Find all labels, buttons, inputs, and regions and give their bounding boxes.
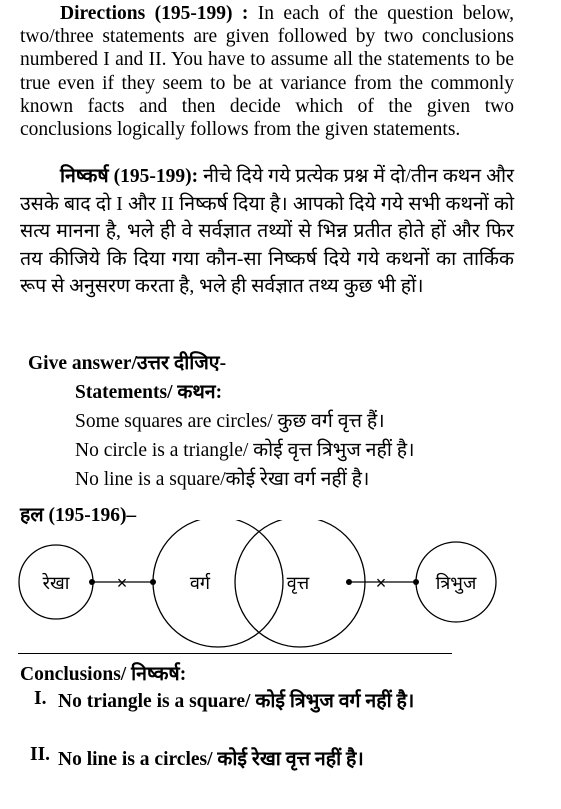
conclusion-text: No triangle is a square/ कोई त्रिभुज वर्ग नहीं है। bbox=[58, 691, 415, 712]
statement-1: Some squares are circles/ कुछ वर्ग वृत्त हैं। bbox=[75, 411, 385, 432]
solution-heading: हल (195-196)– bbox=[20, 505, 137, 526]
divider bbox=[18, 653, 452, 654]
venn-diagram bbox=[0, 520, 561, 650]
conclusion-1 bbox=[34, 688, 474, 715]
directions-english bbox=[20, 2, 514, 141]
directions-hindi bbox=[20, 163, 514, 301]
conclusions-heading: Conclusions/ निष्कर्ष: bbox=[20, 664, 187, 685]
cross-mark-left: × bbox=[116, 573, 128, 593]
conclusion-number: II. bbox=[30, 744, 51, 765]
label-triangle: त्रिभुज bbox=[435, 573, 477, 593]
dot bbox=[150, 579, 156, 585]
statement-2: No circle is a triangle/ कोई वृत्त त्रिभुज नहीं है। bbox=[75, 440, 415, 461]
label-circle: वृत्त bbox=[286, 573, 310, 593]
label-square: वर्ग bbox=[189, 573, 211, 593]
conclusion-number: I. bbox=[34, 688, 47, 709]
statements-heading: Statements/ कथन: bbox=[75, 382, 223, 403]
cross-mark-right: × bbox=[375, 573, 387, 593]
conclusion-2 bbox=[30, 744, 490, 771]
circle-square bbox=[153, 520, 283, 647]
dot bbox=[413, 579, 419, 585]
directions-hi-label: निष्कर्ष (195-199): bbox=[60, 166, 199, 187]
directions-hi-text: नीचे दिये गये प्रत्येक प्रश्न में दो/तीन कथन और उसके बाद दो I और II निष्कर्ष दिया है। आपको दिये गये सभी कथनों को सत्य मानना है, भले ही वे सर्वज्ञात तथ्यों से भिन्न प्रतीत होते हों और फिर तय कीजिये कि दिया गया कौन-सा निष्कर्ष दिये गये कथनों का तार्किक रूप से अनुसरण करता है, भले ही सर्वज्ञात तथ्य कुछ भी हों। bbox=[20, 166, 515, 297]
statement-3: No line is a square/कोई रेखा वर्ग नहीं है। bbox=[75, 469, 370, 490]
directions-text: In each of the question below, two/three statements are given followed by two conclusions numbered I and II. You have to assume all the statements to be true even if they seem to be at variance from the commonly known facts and then decide which of the given two conclusions logically follows from the given statements. bbox=[20, 3, 515, 141]
dot bbox=[346, 579, 352, 585]
label-line: रेखा bbox=[42, 573, 70, 593]
directions-label: Directions (195-199) : bbox=[60, 3, 249, 24]
give-answer: Give answer/उत्तर दीजिए- bbox=[28, 353, 227, 374]
dot bbox=[89, 579, 95, 585]
conclusion-text: No line is a circles/ कोई रेखा वृत्त नहीं है। bbox=[58, 749, 364, 770]
